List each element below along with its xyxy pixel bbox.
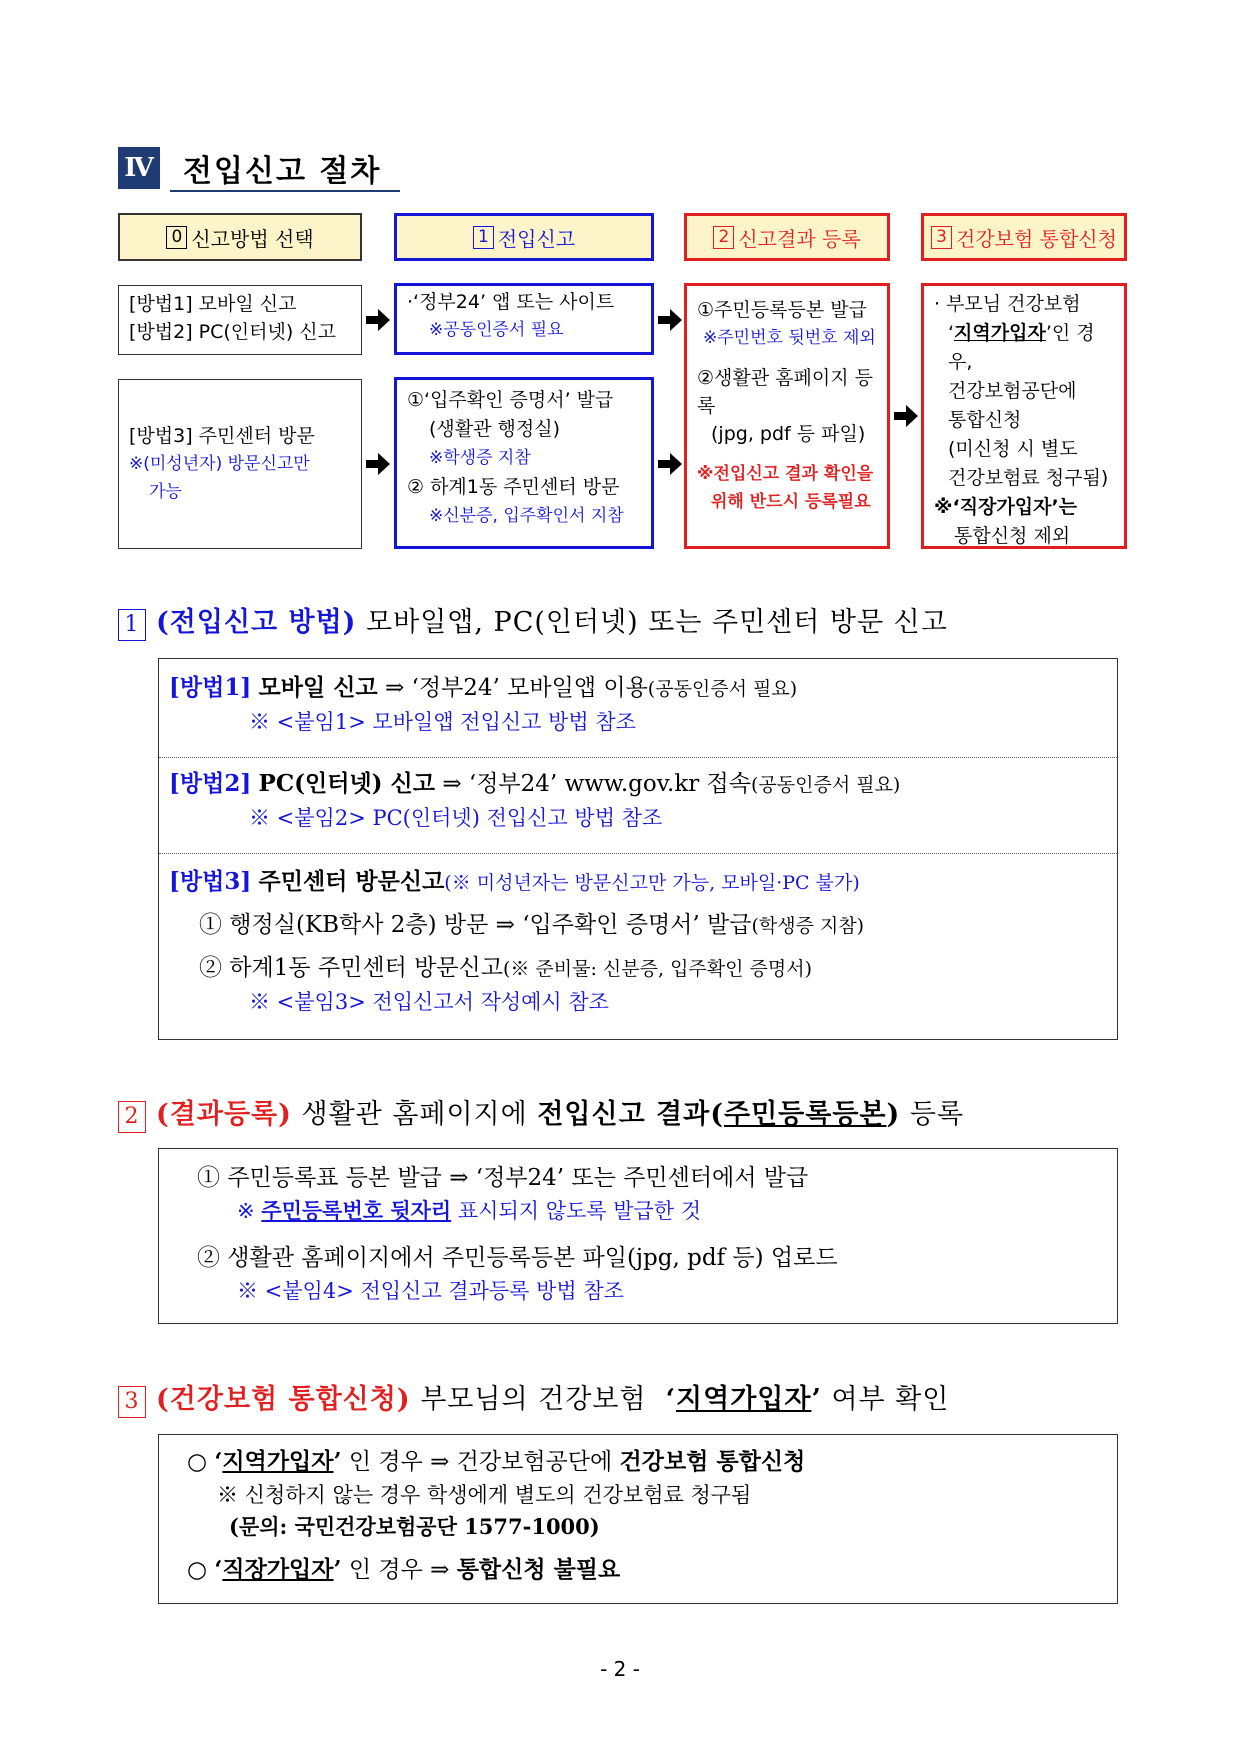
s3-row-1: ○ ‘지역가입자’ 인 경우 ⇒ 건강보험공단에 건강보험 통합신청 [187,1448,806,1475]
step-1-num: 1 [473,226,494,249]
step-3-label: 건강보험 통합신청 [956,226,1117,251]
register-line-3: (jpg, pdf 등 파일) [711,423,866,445]
insurance-box [921,283,1127,549]
s1-title-key: (전입신고 방법) [156,607,357,638]
visit-box [394,377,654,549]
insurance-line-6: 건강보험료 청구됨) [948,467,1109,489]
insurance-line-1: · 부모님 건강보험 [934,293,1081,315]
s2-note-1: ※ 주민등록번호 뒷자리 표시되지 않도록 발급한 것 [237,1198,702,1223]
s1-method-3-item-2: ② 하계1동 주민센터 방문신고(※ 준비물: 신분증, 입주확인 증명서) [199,955,812,981]
arrow-right-icon [894,405,918,427]
s2-panel [158,1148,1118,1324]
step-3-num: 3 [931,226,952,249]
arrow-right-icon [658,453,682,475]
method-3-box [118,379,362,549]
s1-heading [118,600,948,641]
s3-panel [158,1434,1118,1604]
register-warning-1: ※전입신고 결과 확인을 [697,464,874,484]
s2-note-2: ※ <붙임4> 전입신고 결과등록 방법 참조 [237,1279,624,1303]
s3-note: ※ 신청하지 않는 경우 학생에게 별도의 건강보험료 청구됨 [217,1483,752,1507]
insurance-line-5: (미신청 시 별도 [948,438,1078,460]
register-note-1: ※주민번호 뒷번호 제외 [703,328,876,348]
s1-panel [158,658,1118,1040]
visit-line-3: ② 하계1동 주민센터 방문 [407,476,620,498]
s1-method-1: [방법1] 모바일 신고 ⇒ ‘정부24’ 모바일앱 이용(공동인증서 필요) ※ <붙임1> 모바일앱 전입신고 방법 참조 [169,671,797,738]
s1-method-3-note: ※ <붙임3> 전입신고서 작성예시 참조 [249,990,609,1014]
visit-line-2: (생활관 행정실) [429,418,560,440]
step-0-header [118,213,362,261]
visit-note-2: ※신분증, 입주확인서 지참 [429,506,624,526]
step-1-header [394,213,654,261]
s2-item-1: ① 주민등록표 등본 발급 ⇒ ‘정부24’ 또는 주민센터에서 발급 [197,1165,809,1191]
s1-method-2: [방법2] PC(인터넷) 신고 ⇒ ‘정부24’ www.gov.kr 접속(공동인증서 필요) ※ <붙임2> PC(인터넷) 전입신고 방법 참조 [169,767,900,834]
s2-content [197,1161,838,1307]
step-2-num: 2 [713,226,734,249]
s2-heading: 2 (결과등록) 생활관 홈페이지에 전입신고 결과(주민등록등본) 등록 [118,1092,964,1133]
method-3-line: [방법3] 주민센터 방문 [129,425,315,447]
s1-method-3: [방법3] 주민센터 방문신고(※ 미성년자는 방문신고만 가능, 모바일·PC 불가) ① 행정실(KB학사 2층) 방문 ⇒ ‘입주확인 증명서’ 발급(학생증 지참) ② 하계1동 주민센터 방문신고(※ 준비물: 신분증, 입주확인 증명서) ※ <붙임3> 전입신고서 작성예시 참조 [169,865,864,1018]
insurance-line-8: 통합신청 제외 [954,525,1071,547]
step-0-num: 0 [166,226,187,249]
method-1-2-box [118,285,362,355]
arrow-right-icon [658,309,682,331]
s2-item-2: ② 생활관 홈페이지에서 주민등록등본 파일(jpg, pdf 등) 업로드 [197,1245,838,1271]
method-3-note-2: 가능 [149,482,182,502]
s3-contact: (문의: 국민건강보험공단 1577-1000) [229,1514,600,1539]
s1-method-3-item-1: ① 행정실(KB학사 2층) 방문 ⇒ ‘입주확인 증명서’ 발급(학생증 지참) [199,912,865,938]
insurance-line-2: ‘지역가입자’인 경우, [948,322,1095,373]
gov24-box [394,283,654,355]
page-number: - 2 - [600,1657,640,1681]
insurance-line-7: ※‘직장가입자’는 [934,496,1078,518]
section-badge: Ⅳ [118,147,160,189]
method-3-note: ※(미성년자) 방문신고만 [129,454,310,474]
step-2-header [684,213,890,261]
gov24-line: ·‘정부24’ 앱 또는 사이트 [407,291,615,313]
visit-note-1: ※학생증 지참 [429,448,531,468]
s2-num: 2 [118,1101,146,1133]
step-1-label: 전입신고 [497,226,576,251]
divider [159,757,1117,758]
s1-method-1-note: ※ <붙임1> 모바일앱 전입신고 방법 참조 [249,710,636,734]
arrow-right-icon [366,453,390,475]
s3-content [187,1445,805,1587]
section-title: 전입신고 절차 [183,154,382,189]
register-box [684,283,890,549]
s1-method-2-note: ※ <붙임2> PC(인터넷) 전입신고 방법 참조 [249,806,663,830]
s3-heading: 3 (건강보험 통합신청) 부모님의 건강보험 ‘지역가입자’ 여부 확인 [118,1377,949,1418]
s3-num: 3 [118,1386,146,1418]
register-line-2: ②생활관 홈페이지 등록 [697,367,873,417]
insurance-line-4: 통합신청 [948,409,1022,431]
divider [159,853,1117,854]
method-2-line: [방법2] PC(인터넷) 신고 [129,321,337,343]
arrow-right-icon [366,309,390,331]
method-1-line: [방법1] 모바일 신고 [129,293,297,315]
visit-line-1: ①‘입주확인 증명서’ 발급 [407,389,614,411]
register-warning-2: 위해 반드시 등록필요 [711,492,871,512]
section-underline [170,190,400,192]
insurance-line-3: 건강보험공단에 [948,380,1077,402]
s3-row-2: ○ ‘직장가입자’ 인 경우 ⇒ 통합신청 불필요 [187,1556,621,1583]
s1-num: 1 [118,609,146,641]
step-3-header [921,213,1127,261]
s1-title-rest: 모바일앱, PC(인터넷) 또는 주민센터 방문 신고 [366,607,948,638]
gov24-note: ※공동인증서 필요 [429,320,564,340]
register-line-1: ①주민등록등본 발급 [697,299,867,321]
step-0-label: 신고방법 선택 [191,226,314,251]
step-2-label: 신고결과 등록 [738,226,861,251]
